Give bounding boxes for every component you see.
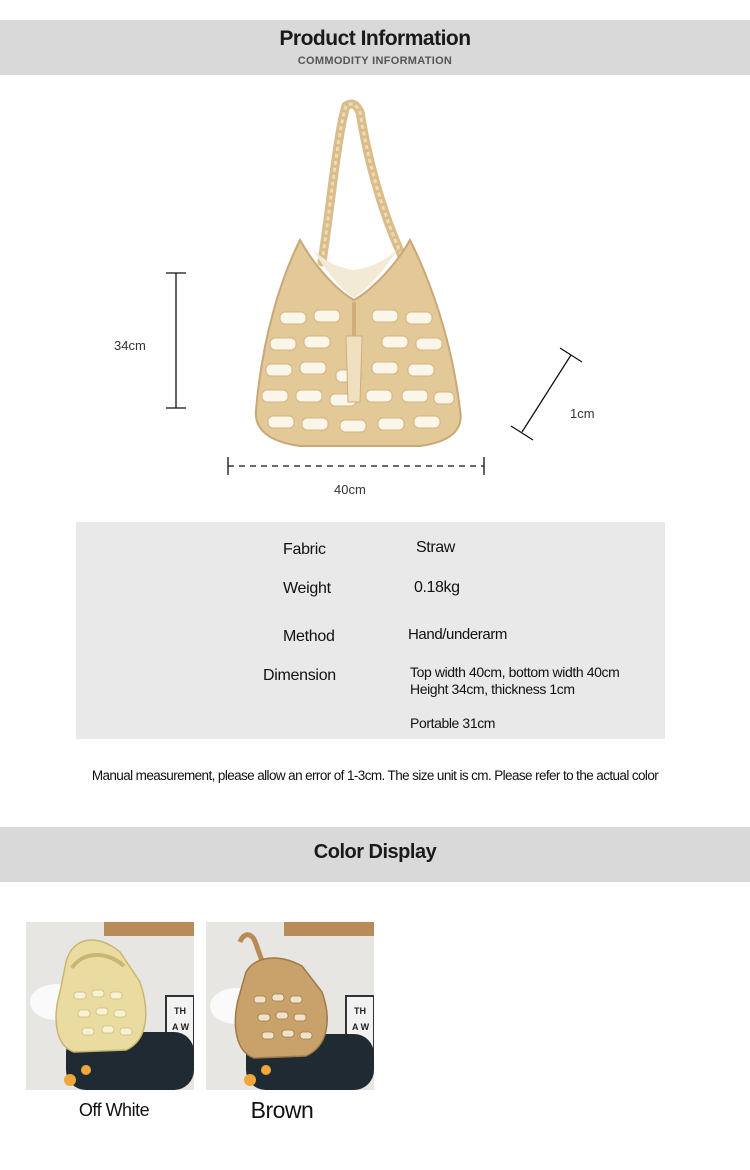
thickness-dimension-label: 1cm [570, 406, 595, 421]
dimension-line-2: Height 34cm, thickness 1cm [410, 681, 575, 697]
color-swatch-brown[interactable] [206, 922, 374, 1090]
svg-text:TH: TH [174, 1006, 186, 1016]
measurement-note: Manual measurement, please allow an error of 1-3cm. The size unit is cm. Please refer to the actual color [91, 768, 659, 783]
color-display-header [0, 827, 750, 882]
method-label: Method [283, 628, 335, 645]
svg-text:A W: A W [352, 1022, 370, 1032]
dimension-label: Dimension [263, 667, 336, 684]
svg-text:A W: A W [172, 1022, 190, 1032]
method-value: Hand/underarm [408, 626, 508, 643]
width-dimension-label: 40cm [334, 482, 366, 497]
color-caption-off-white: Off White [78, 1100, 150, 1120]
product-info-header [0, 20, 750, 75]
height-dimension-label: 34cm [114, 338, 146, 353]
spec-panel [76, 522, 665, 739]
bag-dimension-figure [0, 90, 750, 510]
product-info-title: Product Information [279, 27, 471, 50]
dimension-line-3: Portable 31cm [410, 715, 496, 731]
fabric-value: Straw [416, 539, 455, 556]
off-white-bag-photo [26, 922, 194, 1090]
dimension-line-1: Top width 40cm, bottom width 40cm [410, 664, 620, 680]
straw-bag-image [0, 90, 750, 510]
weight-label: Weight [283, 580, 331, 597]
color-caption-brown: Brown [250, 1097, 314, 1123]
svg-text:TH: TH [354, 1006, 366, 1016]
fabric-label: Fabric [283, 541, 326, 558]
color-swatch-off-white[interactable] [26, 922, 194, 1090]
product-info-subtitle: COMMODITY INFORMATION [297, 55, 453, 67]
brown-bag-photo [206, 922, 374, 1090]
weight-value: 0.18kg [414, 579, 460, 596]
color-display-title: Color Display [313, 841, 437, 863]
